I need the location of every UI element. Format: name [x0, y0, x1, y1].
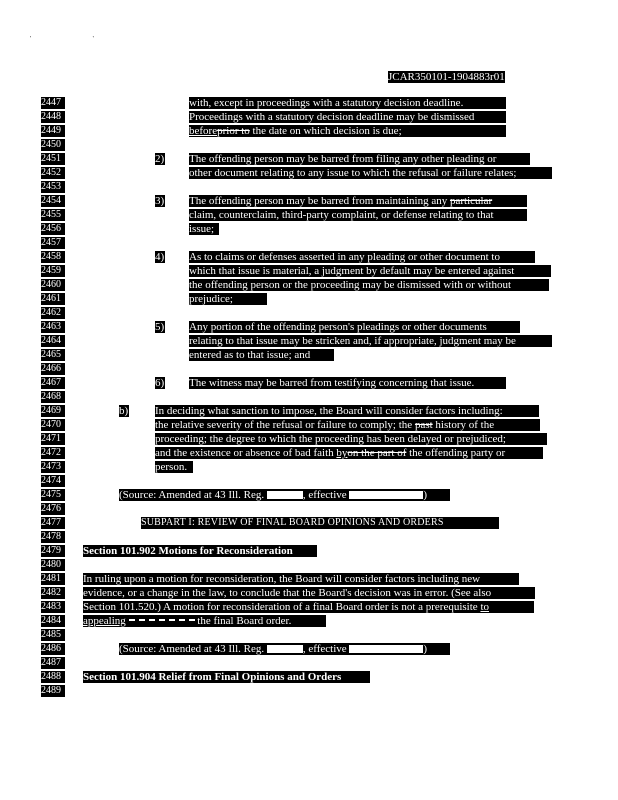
text-line: Proceedings with a statutory decision deadline may be dismissed	[189, 111, 506, 123]
section-heading: Section 101.904 Relief from Final Opinions and Orders	[83, 671, 370, 683]
line-number: 2469	[41, 405, 65, 417]
line-number: 2459	[41, 265, 65, 277]
text-line: As to claims or defenses asserted in any pleading or other document to	[189, 251, 535, 263]
item-label: 6)	[155, 377, 165, 389]
text-line	[155, 447, 543, 459]
line-number: 2449	[41, 125, 65, 137]
blank-field	[267, 491, 303, 499]
text-line: In ruling upon a motion for reconsideration, the Board will consider factors including new	[83, 573, 519, 585]
line-number: 2458	[41, 251, 65, 263]
inserted-text: by	[336, 447, 348, 459]
line-number: 2463	[41, 321, 65, 333]
line-number: 2483	[41, 601, 65, 613]
line-number: 2453	[41, 181, 65, 193]
deleted-text: on the part of	[347, 447, 407, 459]
line-number: 2487	[41, 657, 65, 669]
text-line	[155, 419, 540, 431]
text-run: (Source: Amended at 43 Ill. Reg.	[119, 489, 265, 501]
text-line: with, except in proceedings with a statutory decision deadline.	[189, 97, 506, 109]
blank-field	[349, 491, 423, 499]
item-label: 5)	[155, 321, 165, 333]
text-line: Any portion of the offending person's pleadings or other documents	[189, 321, 520, 333]
text-line: other document relating to any issue to which the refusal or failure relates;	[189, 167, 552, 179]
line-number: 2456	[41, 223, 65, 235]
text-line: claim, counterclaim, third-party complaint, or defense relating to that	[189, 209, 527, 221]
line-number: 2482	[41, 587, 65, 599]
line-number: 2462	[41, 307, 65, 319]
line-number: 2484	[41, 615, 65, 627]
line-number: 2474	[41, 475, 65, 487]
line-number: 2488	[41, 671, 65, 683]
line-number: 2477	[41, 517, 65, 529]
deleted-text: particular	[449, 195, 493, 207]
text-line: prejudice;	[189, 293, 267, 305]
line-number: 2486	[41, 643, 65, 655]
text-run: , effective	[302, 643, 347, 655]
text-line	[189, 125, 506, 137]
line-number: 2479	[41, 545, 65, 557]
line-number: 2468	[41, 391, 65, 403]
item-label: 3)	[155, 195, 165, 207]
text-line: relating to that issue may be stricken and, if appropriate, judgment may be	[189, 335, 552, 347]
line-number: 2489	[41, 685, 65, 697]
deleted-blank	[129, 619, 195, 624]
text-line: which that issue is material, a judgment by default may be entered against	[189, 265, 551, 277]
text-run: )	[423, 489, 428, 501]
line-number: 2478	[41, 531, 65, 543]
text-line: In deciding what sanction to impose, the Board will consider factors including:	[155, 405, 539, 417]
text-line: evidence, or a change in the law, to conclude that the Board's decision was in error. (See also	[83, 587, 535, 599]
text-line: The witness may be barred from testifying concerning that issue.	[189, 377, 506, 389]
item-label: 4)	[155, 251, 165, 263]
source-note	[119, 643, 450, 655]
text-run: The offending person may be barred from maintaining any	[189, 195, 450, 207]
line-number: 2455	[41, 209, 65, 221]
text-line	[189, 195, 527, 207]
inserted-text: before	[189, 125, 218, 137]
text-line: entered as to that issue; and	[189, 349, 334, 361]
text-run: Section 101.520.) A motion for reconsideration of a final Board order is not a prerequisite	[83, 601, 481, 613]
text-line: proceeding; the degree to which the proceeding has been delayed or prejudiced;	[155, 433, 547, 445]
deleted-text: prior to	[217, 125, 250, 137]
item-label: b)	[119, 405, 129, 417]
line-number: 2450	[41, 139, 65, 151]
line-number: 2471	[41, 433, 65, 445]
line-number: 2465	[41, 349, 65, 361]
text-run: (Source: Amended at 43 Ill. Reg.	[119, 643, 265, 655]
subpart-heading: SUBPART I: REVIEW OF FINAL BOARD OPINIONS AND ORDERS	[141, 517, 499, 529]
line-number: 2457	[41, 237, 65, 249]
line-number: 2447	[41, 97, 65, 109]
line-number: 2470	[41, 419, 65, 431]
line-number: 2452	[41, 167, 65, 179]
section-heading: Section 101.902 Motions for Reconsideration	[83, 545, 317, 557]
line-number: 2481	[41, 573, 65, 585]
deleted-text: past	[414, 419, 433, 431]
text-line: issue;	[189, 223, 219, 235]
text-line	[83, 615, 326, 627]
line-number: 2460	[41, 279, 65, 291]
text-run: , effective	[302, 489, 347, 501]
text-line: The offending person may be barred from filing any other pleading or	[189, 153, 530, 165]
line-number: 2467	[41, 377, 65, 389]
line-number: 2476	[41, 503, 65, 515]
line-number: 2454	[41, 195, 65, 207]
text-run: the offending party or	[406, 447, 506, 459]
text-run: history of the	[432, 419, 495, 431]
line-number: 2461	[41, 293, 65, 305]
line-number: 2448	[41, 111, 65, 123]
inserted-text: to	[480, 601, 489, 613]
text-line: person.	[155, 461, 193, 473]
line-number: 2472	[41, 447, 65, 459]
blank-field	[267, 645, 303, 653]
source-note	[119, 489, 450, 501]
text-run: the relative severity of the refusal or failure to comply; the	[155, 419, 415, 431]
item-label: 2)	[155, 153, 165, 165]
line-number: 2485	[41, 629, 65, 641]
text-run: the final Board order.	[197, 615, 292, 627]
text-run: )	[423, 643, 428, 655]
text-run: and the existence or absence of bad faith	[155, 447, 337, 459]
scan-marks: ' '	[30, 36, 124, 42]
document-id: JCAR350101-1904883r01	[388, 71, 505, 83]
line-number: 2466	[41, 363, 65, 375]
inserted-text: appealing	[83, 615, 126, 627]
line-number: 2475	[41, 489, 65, 501]
line-number: 2480	[41, 559, 65, 571]
blank-field	[349, 645, 423, 653]
text-line	[83, 601, 534, 613]
line-number: 2473	[41, 461, 65, 473]
text-line: the offending person or the proceeding may be dismissed with or without	[189, 279, 549, 291]
line-number: 2451	[41, 153, 65, 165]
text-run: the date on which decision is due;	[249, 125, 402, 137]
line-number: 2464	[41, 335, 65, 347]
